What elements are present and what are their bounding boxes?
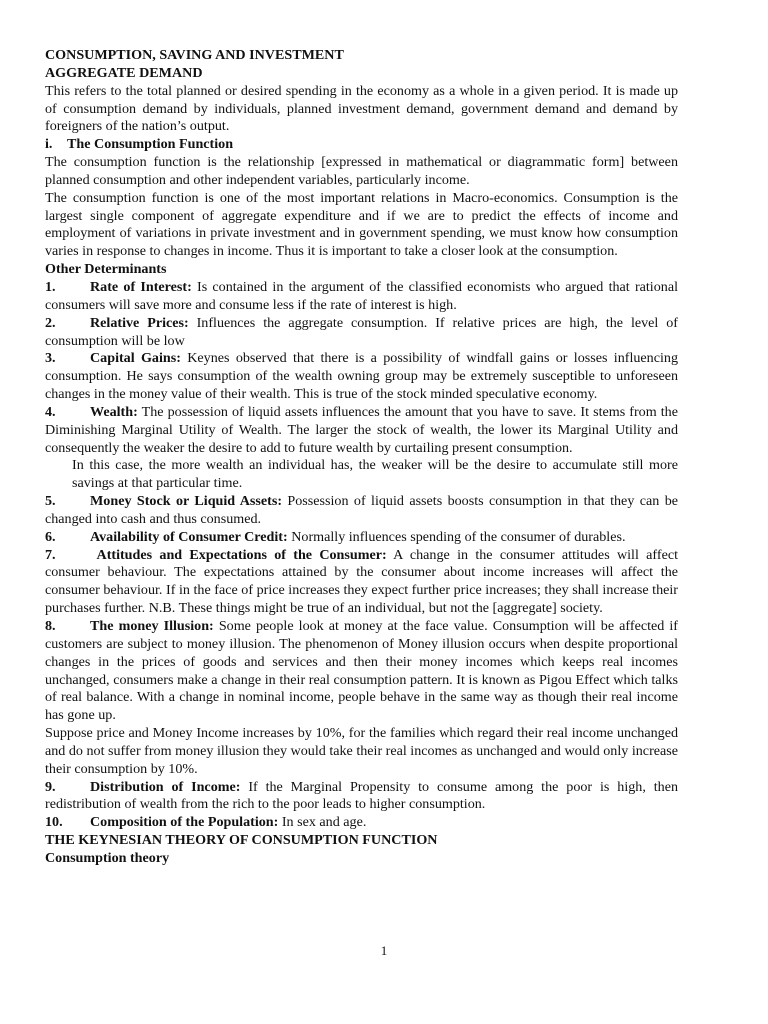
determinant-item (45, 493, 678, 529)
item-label: Attitudes and Expectations of the Consumer: (90, 546, 387, 563)
item-number: 4. (45, 403, 56, 420)
determinant-item (45, 350, 678, 404)
determinant-item (45, 547, 678, 618)
determinant-item (45, 814, 678, 832)
determinant-item (45, 279, 678, 315)
item-text: Is contained in the argument of the classified economists who argued that rational consumers will save more and consume less if the rate of interest is high. (45, 278, 678, 313)
item-label: Relative Prices: (90, 314, 189, 331)
item-label: Composition of the Population: (90, 814, 279, 831)
item-number: 9. (45, 778, 56, 795)
document-title: CONSUMPTION, SAVING AND INVESTMENT (45, 47, 344, 63)
item-number: 6. (45, 528, 56, 545)
determinant-item (45, 618, 678, 725)
subheading-consumption-theory: Consumption theory (45, 849, 170, 866)
item-text: A change in the consumer attitudes will affect consumer behaviour. The expectations attained by the consumer about income increases will affect the consumer behaviour. If in the face of price increases they expect further price increases; they shall increase their purchases further. N.B. These things might be true of an individual, but not the [aggregate] society. (45, 546, 678, 617)
item-number: 7. (45, 546, 56, 563)
money-illusion-note-paragraph: Suppose price and Money Income increases by 10%, for the families which regard their real income unchanged and do not suffer from money illusion they would take their real incomes as unchanged and would only increase their consumption by 10%. (45, 725, 679, 777)
item-label: Availability of Consumer Credit: (90, 528, 288, 545)
determinant-item (45, 779, 678, 815)
item-number: 2. (45, 314, 56, 331)
item-label: Rate of Interest: (90, 278, 192, 295)
item-text: The possession of liquid assets influences the amount that you have to save. It stems from the Diminishing Marginal Utility of Wealth. The larger the stock of wealth, the lower its Marginal Utility and consequently the weaker the desire to add to future wealth by curtailing present consumption. (45, 403, 678, 456)
section-heading-aggregate-demand: AGGREGATE DEMAND (45, 64, 203, 81)
item-number: 3. (45, 350, 56, 367)
aggregate-demand-paragraph: This refers to the total planned or desired spending in the economy as a whole in a given period. It is made up of consumption demand by individuals, planned investment demand, government demand and demand by foreigners of the nation’s output. (45, 82, 678, 135)
item-text: Normally influences spending of the consumer of durables. (287, 528, 626, 545)
section-heading-label: The Consumption Function (67, 136, 234, 153)
item-text: If the Marginal Propensity to consume among the poor is high, then redistribution of wealth from the rich to the poor leads to higher consumption. (45, 778, 678, 813)
item-label: The money Illusion: (90, 618, 214, 634)
item-number: 8. (45, 618, 56, 634)
item-text: Influences the aggregate consumption. If relative prices are high, the level of consumption will be low (45, 314, 678, 349)
item-text: Some people look at money at the face value. Consumption will be affected if customers are subject to money illusion. The phenomenon of Money illusion occurs when despite proportional changes in the prices of goods and services and then their money incomes which keeps real incomes unchanged, consumers make a change in their real consumption pattern. It is known as Pigou Effect which talks of real balance. With a change in nominal income, people behave in the same way as though their real income has gone up. (45, 618, 678, 724)
item-label: Distribution of Income: (90, 778, 241, 795)
item-text: Keynes observed that there is a possibility of windfall gains or losses influencing consumption. He says consumption of the wealth owning group may be extremely susceptible to unforeseen changes in the money value of their wealth. This is true of the stock minded speculative economy. (45, 350, 678, 403)
wealth-note-paragraph: In this case, the more wealth an individual has, the weaker will be the desire to accumulate still more savings at that particular time. (72, 457, 678, 492)
section-heading-consumption-function (45, 136, 678, 154)
determinant-item (45, 315, 678, 351)
determinant-item (45, 529, 678, 547)
item-text: Possession of liquid assets boosts consumption in that they can be changed into cash and thus consumed. (45, 493, 679, 527)
section-heading-keynesian-theory: THE KEYNESIAN THEORY OF CONSUMPTION FUNCTION (45, 832, 438, 849)
item-number: 10. (45, 814, 63, 831)
consumption-function-paragraph-1: The consumption function is the relationship [expressed in mathematical or diagrammatic form] between planned consumption and other independent variables, particularly income. (45, 154, 678, 188)
item-text: In sex and age. (278, 814, 367, 831)
section-heading-other-determinants: Other Determinants (45, 261, 167, 278)
item-label: Money Stock or Liquid Assets: (90, 493, 283, 510)
page-number: 1 (380, 943, 388, 958)
consumption-function-paragraph-2: The consumption function is one of the most important relations in Macro-economics. Consumption is the largest single component of aggregate expenditure and if we are to predict the effects of income and employment of variations in private investment and in government spending, we must know how consumption varies in response to changes in income. Thus it is important to take a closer look at the consumption. (45, 189, 678, 260)
item-number: 5. (45, 493, 56, 510)
section-number: i. (45, 136, 53, 153)
determinant-item (45, 404, 678, 458)
document-page (45, 47, 678, 868)
item-label: Wealth: (90, 403, 138, 420)
item-label: Capital Gains: (90, 350, 181, 367)
item-number: 1. (45, 278, 56, 295)
